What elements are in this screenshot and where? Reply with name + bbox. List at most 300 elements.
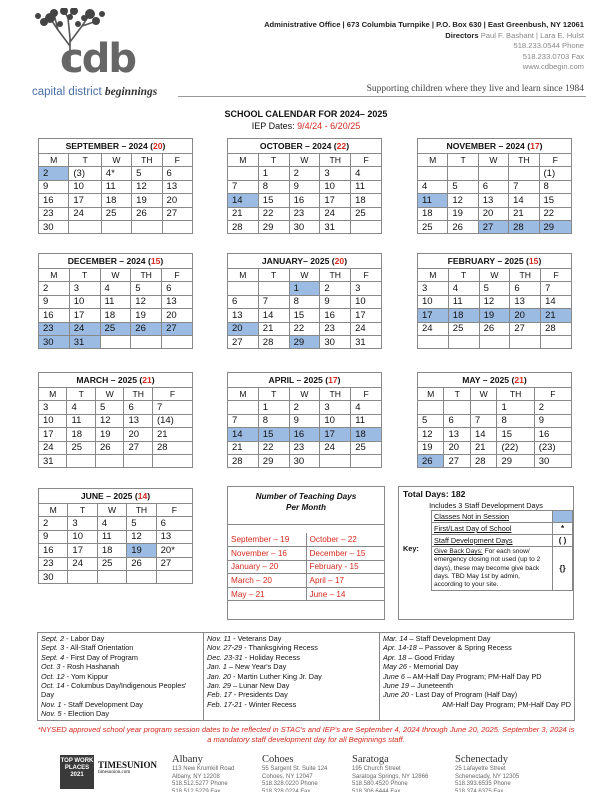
day-cell [228,282,259,295]
day-cell: 19 [479,309,510,322]
day-cell: 28 [509,220,539,233]
day-cell [258,282,289,295]
day-cell [478,167,508,180]
teaching-days-row [228,574,384,588]
weekday-header: F [351,388,382,401]
week-row [418,428,572,441]
holiday-entry: Jan. 20 - Martin Luther King Jr. Day [207,671,322,681]
week-row [228,180,382,193]
holiday-entry: Dec. 23-31 - Holiday Recess [207,652,300,662]
office-fax: 518.328.0224 Fax [262,788,311,792]
day-cell: 18 [97,544,126,557]
day-cell: 6 [156,517,192,530]
day-cell: 14 [228,428,259,441]
key-text: Staff Development Days [432,535,553,547]
day-cell: 21 [470,441,496,454]
office-street: 25 Lafayette Street [455,766,506,772]
day-cell: 16 [320,309,351,322]
month-title: JANUARY– 2025 (20) [228,254,382,269]
weekday-header: W [470,388,496,401]
day-cell: 19 [127,544,156,557]
teaching-days-cell: April – 17 [306,574,384,588]
day-cell: 27 [228,335,259,348]
day-cell: 14 [228,194,259,207]
week-row [418,441,572,454]
month-title: OCTOBER – 2024 (22) [228,139,382,154]
day-cell: 13 [228,309,259,322]
weekday-header: TH [320,154,351,167]
day-cell: 7 [228,180,259,193]
day-cell: 11 [101,180,131,193]
day-cell: 11 [67,414,95,427]
day-cell: 26 [132,207,162,220]
office-city: Saratoga [352,754,389,765]
day-cell: 1 [289,282,320,295]
weekday-header: T [448,154,478,167]
month-day-count: 17 [530,141,540,151]
holiday-entry: Feb. 17 - Presidents Day [207,690,288,700]
teaching-days-row [228,547,384,561]
day-cell: 28 [228,220,259,233]
day-cell: 30 [39,570,68,583]
holidays-col-3 [380,633,575,721]
day-cell: 8 [258,180,289,193]
day-cell [69,220,101,233]
week-row [39,517,193,530]
office-albany [172,754,234,792]
holiday-entry: Sept. 2 - Labor Day [41,634,105,643]
key-symbol: ( ) [553,535,573,547]
week-row [39,414,193,427]
day-cell: 21 [228,207,259,220]
staff-dev-note: Includes 3 Staff Development Days [429,501,543,510]
weekday-header: M [418,269,449,282]
day-cell: 5 [479,282,510,295]
office-street: 113 New Krumkill Road [172,766,235,772]
key-box [398,486,574,620]
day-cell [448,335,479,348]
day-cell: 30 [39,220,69,233]
day-cell: 6 [124,401,152,414]
weekday-header: F [162,154,192,167]
day-cell: 9 [289,414,320,427]
week-row [39,295,193,308]
day-cell [162,220,192,233]
day-cell: 24 [418,322,449,335]
day-cell: 3 [69,282,100,295]
day-cell [127,570,156,583]
day-cell: 23 [289,441,320,454]
logo-name-prefix: capital district [32,86,102,98]
key-text: First/Last Day of School [432,523,553,535]
weekday-header: M [228,154,259,167]
teaching-days-cell: November – 16 [228,547,306,561]
day-cell: 21 [541,309,572,322]
day-cell: 12 [131,295,162,308]
website-link[interactable]: www.cdbegin.com [522,62,584,72]
week-row [228,282,382,295]
weekday-header: T [67,388,95,401]
weekday-header: W [97,504,126,517]
day-cell: 9 [39,180,69,193]
month-title: DECEMBER – 2024 (15) [39,254,193,269]
day-cell: 7 [228,414,259,427]
weekday-header: T [69,269,100,282]
day-cell: 5 [132,167,162,180]
weekday-header: M [228,269,259,282]
weekday-header: TH [131,269,162,282]
day-cell: 1 [258,401,289,414]
office-city: Cohoes [262,754,294,765]
day-cell [418,335,449,348]
day-cell: 25 [100,322,131,335]
holiday-entry: Apr. 18 – Good Friday [383,652,455,662]
day-cell: 17 [68,544,97,557]
day-cell: 9 [39,530,68,543]
header-contact [264,20,584,73]
day-cell [156,570,192,583]
holiday-entry: Sept. 4 - First Day of Program [41,652,138,662]
month-calendar [417,253,572,349]
month-title: FEBRUARY – 2025 (15) [418,254,572,269]
header-divider [178,96,586,97]
day-cell: 12 [448,194,478,207]
day-cell: 24 [69,207,101,220]
month-title: NOVEMBER – 2024 (17) [418,139,572,154]
day-cell: 27 [162,207,192,220]
day-cell: 6 [162,167,192,180]
day-cell [132,220,162,233]
month-title: JUNE – 2025 (14) [39,489,193,504]
logo-org-name [32,86,157,98]
day-cell: 5 [448,180,478,193]
day-cell: 10 [69,180,101,193]
day-cell: 30 [39,335,70,348]
day-cell: 28 [228,454,259,467]
day-cell [95,454,123,467]
day-cell: 3 [68,517,97,530]
month-day-count: 22 [336,141,347,151]
timesunion-logo [98,760,157,775]
holiday-entry: Nov. 5 - Election Day [41,709,110,719]
day-cell: 16 [39,544,68,557]
month-day-count: 20 [152,141,163,151]
week-row [228,207,382,220]
week-row [418,335,572,348]
day-cell: 30 [289,220,320,233]
weekday-header: W [289,269,320,282]
month-calendar [417,138,572,234]
day-cell: 16 [39,194,69,207]
teaching-days-cell: March – 20 [228,574,306,588]
weekday-header: W [479,269,510,282]
iep-date-range: 9/4/24 - 6/20/25 [297,121,361,131]
week-row [228,167,382,180]
day-cell [470,401,496,414]
office-saratoga [352,754,428,792]
day-cell: 4 [100,282,131,295]
day-cell: 16 [39,309,70,322]
office-phone: 518.580.4520 Phone [352,781,408,788]
day-cell: 25 [351,441,382,454]
day-cell: 27 [156,557,192,570]
month-calendar [227,138,382,234]
logo-wordmark: cdb [60,36,135,82]
key-row [432,547,573,591]
week-row [418,220,572,233]
weekday-header: T [444,388,470,401]
day-cell: 21 [509,207,539,220]
weekday-header: W [289,154,320,167]
day-cell [510,335,541,348]
day-cell: 12 [479,295,510,308]
weekday-header: TH [510,269,541,282]
day-cell: 10 [320,180,351,193]
key-symbol: * [553,523,573,535]
day-cell [67,454,95,467]
teaching-days-row [228,587,384,601]
day-cell: (3) [69,167,101,180]
week-row [39,207,193,220]
key-text: Classes Not in Session [432,511,553,523]
teaching-days-title-line2: Per Month [285,503,327,512]
day-cell: 18 [351,194,382,207]
day-cell [351,220,382,233]
day-cell: 23 [289,207,320,220]
month-day-count: 15 [528,256,539,266]
holiday-entry: Nov. 27-29 - Thanksgiving Recess [207,643,318,653]
week-row [418,322,572,335]
day-cell: 13 [162,180,192,193]
day-cell [124,454,152,467]
weekday-header: TH [509,154,539,167]
day-cell: 1 [258,167,289,180]
day-cell: 5 [418,414,444,427]
day-cell: 9 [534,414,571,427]
office-schenectady [455,754,519,792]
week-row [228,220,382,233]
day-cell: 26 [127,557,156,570]
day-cell: 3 [320,167,351,180]
weekday-header: F [541,269,572,282]
page-title: SCHOOL CALENDAR FOR 2024– 2025 [224,109,388,119]
day-cell: 17 [418,309,449,322]
day-cell: 27 [444,454,470,467]
day-cell: 5 [95,401,123,414]
day-cell: 22 [539,207,572,220]
key-text: Give Back Days: For each snow/ emergency closing not used (up to 2 days), these may become give back days. TBD May 1st by admin, according to your site. [432,547,553,591]
day-cell: 21 [228,441,259,454]
day-cell: 15 [539,194,572,207]
day-cell: 18 [351,428,382,441]
day-cell [541,335,572,348]
weekday-header: F [156,504,192,517]
day-cell: 12 [132,180,162,193]
day-cell: 17 [351,309,382,322]
cdb-logo [30,8,180,100]
day-cell: 11 [97,530,126,543]
week-row [228,454,382,467]
day-cell: 25 [448,322,479,335]
weekday-header: TH [124,388,152,401]
day-cell: 27 [124,441,152,454]
day-cell: 9 [289,180,320,193]
day-cell: 14 [258,309,289,322]
day-cell: 2 [39,517,68,530]
top-workplaces-badge: TOP WORK PLACES 2021 [60,755,94,789]
day-cell: 17 [69,309,100,322]
day-cell: 2 [39,282,70,295]
teaching-days-cell: December – 15 [306,547,384,561]
day-cell: 10 [351,295,382,308]
day-cell: 8 [539,180,572,193]
day-cell: 28 [152,441,192,454]
key-table [431,510,573,591]
week-row [418,309,572,322]
holidays-col-2 [204,633,380,721]
day-cell: 18 [418,207,448,220]
weekday-header: TH [497,388,534,401]
day-cell: 11 [418,194,448,207]
day-cell: 17 [69,194,101,207]
day-cell: 15 [258,428,289,441]
day-cell: 5 [131,282,162,295]
day-cell: 10 [69,295,100,308]
day-cell: 14 [470,428,496,441]
weekday-header: T [258,388,289,401]
month-calendar [38,488,193,584]
day-cell: 12 [418,428,444,441]
holiday-entry: Jan. 29 – Lunar New Day [207,681,290,691]
week-row [418,167,572,180]
day-cell: 8 [258,414,289,427]
day-cell: 15 [289,309,320,322]
day-cell: 24 [68,557,97,570]
day-cell: 2 [289,401,320,414]
day-cell: 17 [320,194,351,207]
weekday-header: F [152,388,192,401]
directors-label: Directors [445,30,479,40]
weekday-header: W [95,388,123,401]
day-cell: 20 [228,322,259,335]
week-row [39,167,193,180]
day-cell: 21 [258,322,289,335]
week-row [39,557,193,570]
weekday-header: M [39,388,67,401]
day-cell: 11 [100,295,131,308]
key-row [432,523,573,535]
week-row [228,414,382,427]
weekday-header: T [68,504,97,517]
day-cell: 7 [152,401,192,414]
office-street: 55 Sargent St. Suite 124 [262,766,328,772]
day-cell: 24 [351,322,382,335]
day-cell [162,335,193,348]
day-cell: 23 [39,322,70,335]
phone: 518.233.0544 Phone [513,41,584,51]
day-cell: 14 [541,295,572,308]
day-cell: 28 [258,335,289,348]
day-cell: 14 [509,194,539,207]
day-cell: 20 [162,309,193,322]
week-row [418,295,572,308]
day-cell: 9 [320,295,351,308]
day-cell [152,454,192,467]
day-cell: 25 [418,220,448,233]
timesunion-site: timesunion.com [98,770,131,775]
day-cell: 6 [162,282,193,295]
weekday-header: T [448,269,479,282]
day-cell: 8 [497,414,534,427]
teaching-days-row [228,560,384,574]
day-cell: 2 [320,282,351,295]
timesunion-name: TIMESUNION [98,760,158,770]
weekday-header: M [39,154,69,167]
day-cell: 26 [418,454,444,467]
holiday-entry: May 26 - Memorial Day [383,662,459,672]
teaching-days-cell: September – 19 [228,533,306,547]
day-cell: 26 [131,322,162,335]
week-row [228,335,382,348]
day-cell: 15 [258,194,289,207]
footnote: *NYSED approved school year program session dates to be reflected in STAC's and IEP's are September 4, 2024 through June 20, 2025. September 3, 2024 is a mandatory staff development day for all Beginnings staff. [37,725,575,744]
weekday-header: T [69,154,101,167]
day-cell: 24 [39,441,67,454]
day-cell: 10 [418,295,449,308]
month-calendar [417,372,572,468]
day-cell: 18 [101,194,131,207]
day-cell: 29 [258,454,289,467]
month-day-count: 21 [514,375,524,385]
day-cell: 3 [39,401,67,414]
month-day-count: 21 [142,375,152,385]
day-cell: 18 [67,428,95,441]
day-cell: 29 [289,335,320,348]
day-cell: 23 [39,207,69,220]
day-cell: 18 [100,309,131,322]
week-row [39,194,193,207]
week-row [228,295,382,308]
day-cell [100,335,131,348]
day-cell: 24 [320,207,351,220]
month-day-count: 20 [334,256,345,266]
week-row [39,570,193,583]
day-cell: 4 [448,282,479,295]
weekday-header: M [418,154,448,167]
day-cell: 24 [320,441,351,454]
day-cell: 31 [351,335,382,348]
week-row [418,194,572,207]
day-cell: 20 [162,194,192,207]
week-row [418,282,572,295]
month-day-count: 14 [137,491,148,501]
week-row [39,428,193,441]
day-cell: 5 [127,517,156,530]
day-cell: 13 [510,295,541,308]
holiday-entry: June 20 - Last Day of Program (Half Day) [383,690,518,700]
day-cell: 2 [39,167,69,180]
day-cell: 7 [258,295,289,308]
day-cell [131,335,162,348]
week-row [39,454,193,467]
day-cell [68,570,97,583]
week-row [39,220,193,233]
day-cell: 30 [534,454,571,467]
day-cell: 10 [320,414,351,427]
day-cell: 24 [69,322,100,335]
day-cell: 29 [258,220,289,233]
teaching-days-box [227,486,385,620]
